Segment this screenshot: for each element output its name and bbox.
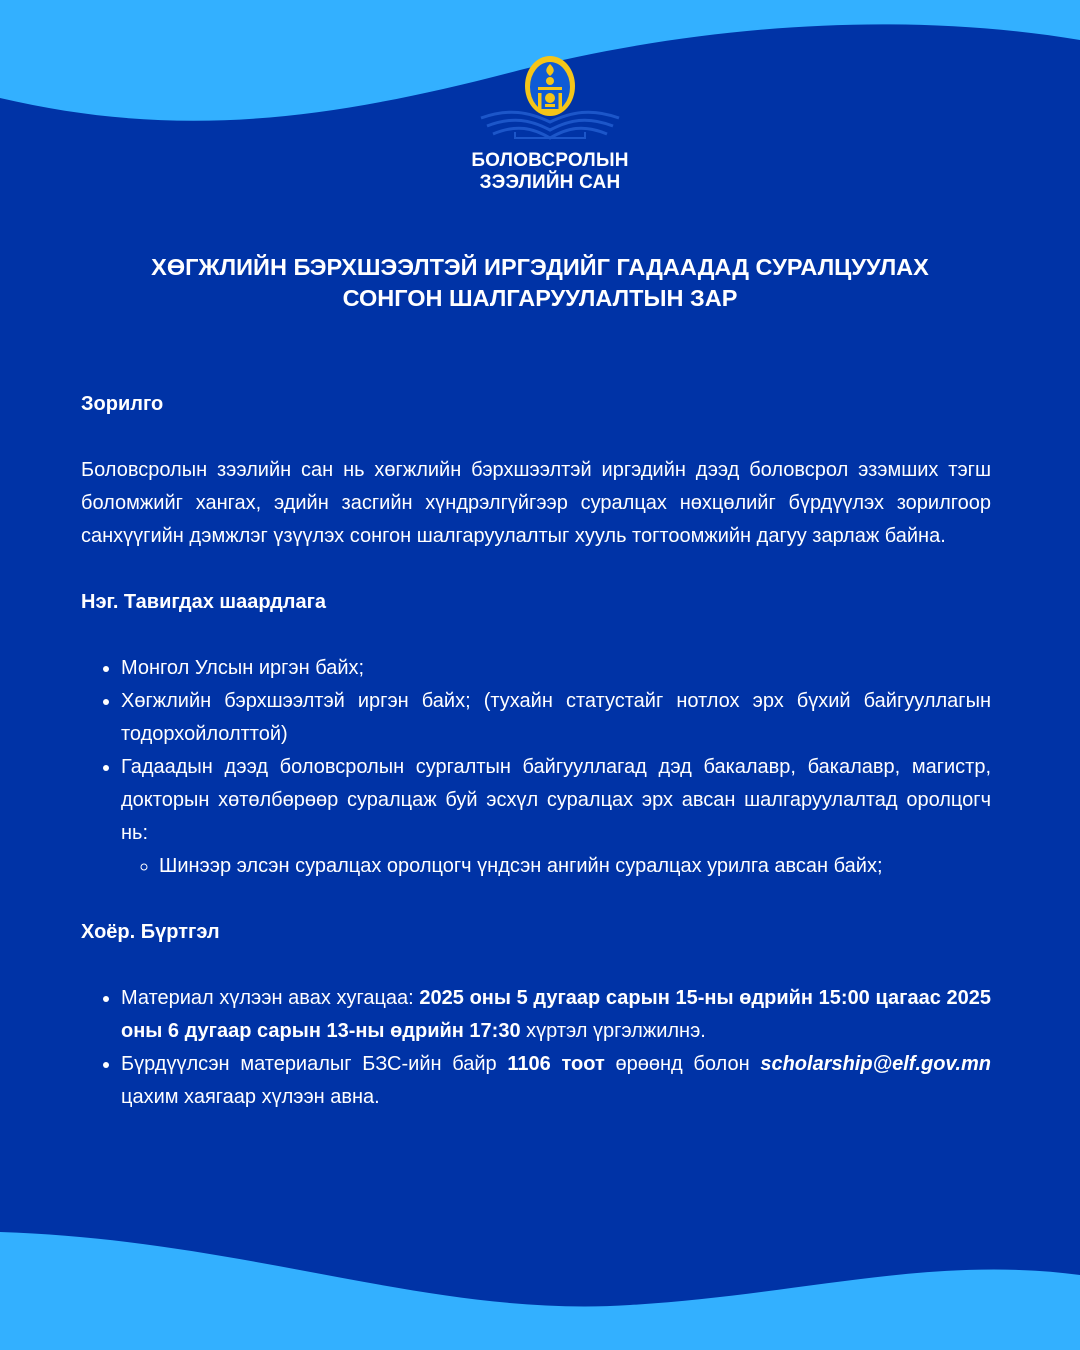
deadline-prefix: Материал хүлээн авах хугацаа: [121, 987, 420, 1009]
requirement-item [121, 751, 991, 883]
title-line1: ХӨГЖЛИЙН БЭРХШЭЭЛТЭЙ ИРГЭДИЙГ ГАДААДАД СУРАЛЦУУЛАХ [151, 254, 929, 280]
deadline-suffix: хүртэл үргэлжилнэ. [520, 1020, 706, 1042]
room-number: 1106 тоот [507, 1053, 605, 1075]
announcement-title [60, 252, 1020, 314]
registration-list [81, 982, 991, 1114]
requirement-subitem: ◦ Шинээр элсэн суралцах оролцогч үндсэн ангийн суралцах урилга авсан байх; [159, 850, 991, 883]
contact-email: scholarship@elf.gov.mn [760, 1053, 991, 1075]
registration-heading: Хоёр. Бүртгэл [81, 921, 220, 943]
organization-name [459, 150, 641, 194]
announcement-body [81, 388, 991, 1114]
registration-item-submission [121, 1048, 991, 1114]
soyombo-emblem-icon [459, 52, 641, 150]
requirement-sublist [121, 850, 991, 883]
deadline-dates: 2025 оны 5 дугаар сарын 15-ны өдрийн 15:00 цагаас 2025 оны 6 дугаар сарын 13-ны өдрийн 17:30 [121, 987, 991, 1042]
logo [459, 52, 641, 202]
requirements-heading: Нэг. Тавигдах шаардлага [81, 591, 327, 613]
requirement-item: • Хөгжлийн бэрхшээлтэй иргэн байх; (тухайн статустайг нотлох эрх бүхий байгууллагын тодорхойлолттой) [121, 685, 991, 751]
submission-suffix: цахим хаягаар хүлээн авна. [121, 1086, 380, 1108]
requirement-item-text: Гадаадын дээд боловсролын сургалтын байгууллагад дэд бакалавр, бакалавр, магистр, докторын хөтөлбөрөөр суралцаж буй эсхүл суралцах эрх авсан шалгаруулалтад оролцогч нь: [121, 756, 991, 844]
purpose-text: Боловсролын зээлийн сан нь хөгжлийн бэрхшээлтэй иргэдийн дээд боловсрол эзэмших тэгш боломжийг хангах, эдийн засгийн хүндрэлгүйгээр суралцах нөхцөлийг бүрдүүлэх зорилгоор санхүүгийн дэмжлэг үзүүлэх сонгон шалгаруулалтыг хууль тогтоомжийн дагуу зарлаж байна. [81, 459, 991, 547]
organization-name-line2: ЗЭЭЛИЙН САН [479, 172, 621, 193]
registration-item-deadline [121, 982, 991, 1048]
submission-prefix: Бүрдүүлсэн материалыг БЗС-ийн байр [121, 1053, 508, 1075]
title-line2: СОНГОН ШАЛГАРУУЛАЛТЫН ЗАР [342, 285, 738, 311]
purpose-heading: Зорилго [81, 393, 164, 415]
requirements-list [81, 652, 991, 883]
requirement-item: • Монгол Улсын иргэн байх; [121, 652, 991, 685]
submission-middle: өрөөнд болон [604, 1053, 761, 1075]
organization-name-line1: БОЛОВСРОЛЫН [471, 150, 629, 171]
